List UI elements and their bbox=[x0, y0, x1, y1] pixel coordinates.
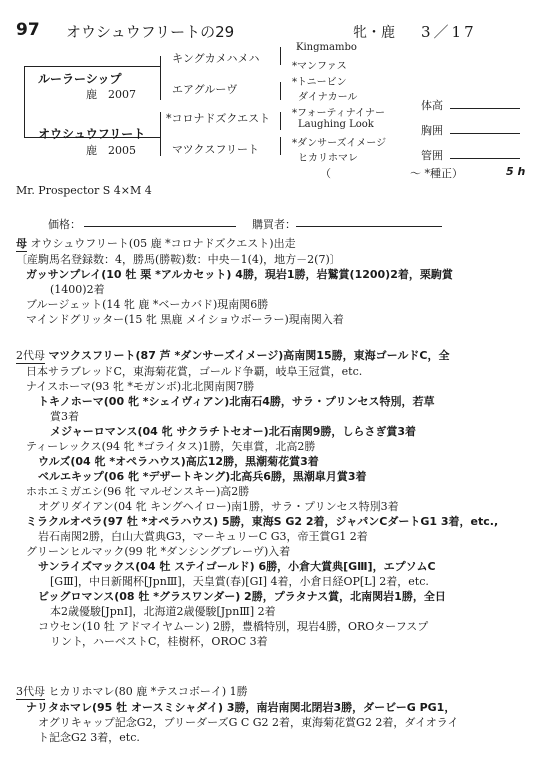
catalog-number: 97 bbox=[16, 20, 40, 40]
second-dam-line: 日本サラブレッドC，東海菊花賞，ゴールド争覇，岐阜王冠賞，etc. bbox=[26, 365, 363, 378]
second-dam-line: サンライズマックス(04 牡 ステイゴールド) 6勝，小倉大賞典[GⅢ]，エプソムC bbox=[38, 560, 436, 573]
dam-tag: 母 bbox=[16, 237, 27, 250]
dam-name: オウシュウフリート bbox=[38, 127, 146, 141]
price-field[interactable] bbox=[84, 226, 236, 227]
dam-info: 鹿 2005 bbox=[86, 144, 136, 157]
second-dam-line: リント，ハーベストC，桂樹杯，OROC 3着 bbox=[50, 635, 268, 648]
dam-sire: *コロナドズクエスト bbox=[166, 112, 271, 125]
height-field[interactable] bbox=[450, 108, 520, 109]
sire-name: ルーラーシップ bbox=[38, 72, 122, 86]
second-dam-line: ナイスホーマ(93 牝 *モガンボ)北北関南関7勝 bbox=[26, 380, 255, 393]
horse-name: オウシュウフリートの29 bbox=[66, 23, 235, 41]
sire-sire: キングカメハメハ bbox=[172, 52, 260, 65]
paren-close: ～ *種正） bbox=[410, 167, 463, 180]
g3-5: *フォーティナイナー bbox=[292, 108, 385, 119]
dam-line: ブルージェット(14 牝 鹿 *ベーカバド)現南関6勝 bbox=[26, 298, 269, 311]
g3-6: Laughing Look bbox=[298, 119, 374, 130]
five-h: 5 h bbox=[506, 165, 526, 178]
pedigree-line bbox=[280, 47, 281, 65]
pedigree-line bbox=[280, 82, 281, 100]
height-label: 体高 bbox=[421, 99, 443, 112]
second-dam-section bbox=[16, 348, 531, 649]
sex-color: 牝・鹿 bbox=[353, 25, 395, 41]
pedigree-line bbox=[24, 66, 25, 137]
buyer-field[interactable] bbox=[296, 226, 442, 227]
third-dam-line: オグリキャップ記念G2，ブリーダーズG C G2 2着，東海菊花賞G2 2着，ダイオライ bbox=[38, 716, 459, 729]
second-dam-tag: 2代母 bbox=[16, 349, 45, 362]
second-dam-line: トキノホーマ(00 牝 *シェイヴィアン)北南石4勝，サラ・プリンセス特別，若草 bbox=[38, 395, 435, 408]
sire-info: 鹿 2007 bbox=[86, 88, 136, 101]
pedigree-line bbox=[24, 66, 160, 67]
g3-8: ヒカリホマレ bbox=[298, 153, 358, 164]
pedigree-line bbox=[280, 137, 281, 155]
third-dam-line: ナリタホマレ(95 牡 オースミシャダイ) 3勝，南岩南関北閉岩3勝，ダービーG PG1， bbox=[26, 701, 456, 714]
third-dam-section bbox=[16, 684, 531, 745]
second-dam-line: マツクスフリート(87 芦 *ダンサーズイメージ)高南関15勝，東海ゴールドC，全 bbox=[48, 349, 450, 362]
girth-field[interactable] bbox=[450, 133, 520, 134]
paren-open: （ bbox=[320, 167, 331, 180]
second-dam-line: 賞3着 bbox=[50, 410, 79, 423]
second-dam-line: [GⅢ]，中日新聞杯[JpnⅢ]，天皇賞(春)[GⅠ] 4着，小倉日経OP[L] 2着，etc. bbox=[50, 575, 429, 588]
cannon-label: 管囲 bbox=[421, 149, 443, 162]
dam-line: (1400)2着 bbox=[50, 283, 105, 296]
cannon-field[interactable] bbox=[450, 158, 520, 159]
third-dam-line: ト記念G2 3着，etc. bbox=[38, 731, 140, 744]
g3-4: ダイナカール bbox=[298, 92, 358, 103]
pedigree-line bbox=[280, 112, 281, 130]
second-dam-line: ホホエミガエシ(96 牝 マルゼンスキー)高2勝 bbox=[26, 485, 250, 498]
sire-dam: エアグルーヴ bbox=[172, 83, 238, 96]
second-dam-line: グリーンヒルマック(99 牝 *ダンシングブレーヴ)入着 bbox=[26, 545, 291, 558]
inbreed-note: Mr. Prospector S 4×M 4 bbox=[16, 184, 152, 197]
second-dam-line: ティーレックス(94 牝 *ゴライタス)1勝，矢車賞，北高2勝 bbox=[26, 440, 316, 453]
second-dam-line: 本2歳優駿[JpnⅠ]，北海道2歳優駿[JpnⅢ] 2着 bbox=[50, 605, 276, 618]
g3-3: *トニービン bbox=[292, 77, 347, 88]
dam-line: オウシュウフリート(05 鹿 *コロナドズクエスト)出走 bbox=[30, 237, 296, 250]
second-dam-line: ミラクルオペラ(97 牡 *オペラハウス) 5勝，東海S G2 2着，ジャパンCダートG1 3着，etc., bbox=[26, 515, 499, 528]
dam-section bbox=[16, 236, 531, 327]
birth-date: 3／17 bbox=[421, 23, 477, 41]
third-dam-line: ヒカリホマレ(80 鹿 *テスコボーイ) 1勝 bbox=[48, 685, 248, 698]
g3-1: Kingmambo bbox=[296, 42, 357, 53]
girth-label: 胸囲 bbox=[421, 124, 443, 137]
second-dam-line: コウセン(10 牡 アドマイヤムーン) 2勝，豊橋特別，現岩4勝，OROターフスプ bbox=[38, 620, 429, 633]
pedigree-line bbox=[160, 56, 161, 100]
second-dam-line: メジャーロマンス(04 牝 サクラチトセオー)北石南関9勝，しらさぎ賞3着 bbox=[50, 425, 417, 438]
g3-7: *ダンサーズイメージ bbox=[292, 138, 387, 149]
dam-line: 〔産駒馬名登録数：4，勝馬(勝鞍)数：中央－1(4)，地方－2(7)〕 bbox=[16, 253, 341, 266]
second-dam-line: ビッグロマンス(08 牡 *グラスワンダー) 2勝，プラタナス賞，北南関岩1勝，全日 bbox=[38, 590, 446, 603]
price-label: 価格： bbox=[48, 218, 81, 231]
dam-dam: マツクスフリート bbox=[172, 143, 260, 156]
dam-line: マインドグリッター(15 牝 黒鹿 メイショウボーラー)現南関入着 bbox=[26, 313, 344, 326]
second-dam-line: ベルエキップ(06 牝 *デザートキング)北高兵6勝，黒潮皐月賞3着 bbox=[38, 470, 367, 483]
second-dam-line: オグリダイアン(04 牝 キングヘイロー)南1勝，サラ・プリンセス特別3着 bbox=[38, 500, 399, 513]
buyer-label: 購買者： bbox=[252, 218, 296, 231]
second-dam-line: 岩石南関2勝，白山大賞典G3，マーキュリーC G3，帝王賞G1 2着 bbox=[38, 530, 368, 543]
pedigree-line bbox=[160, 112, 161, 156]
dam-line: ガッサンプレイ(10 牡 栗 *アルカセット) 4勝，現岩1勝，岩鷲賞(1200)2着，栗駒賞 bbox=[26, 268, 453, 281]
g3-2: *マンファス bbox=[292, 61, 347, 72]
third-dam-tag: 3代母 bbox=[16, 685, 45, 698]
second-dam-line: ウルズ(04 牝 *オペラハウス)高広12勝，黒潮菊花賞3着 bbox=[38, 455, 319, 468]
